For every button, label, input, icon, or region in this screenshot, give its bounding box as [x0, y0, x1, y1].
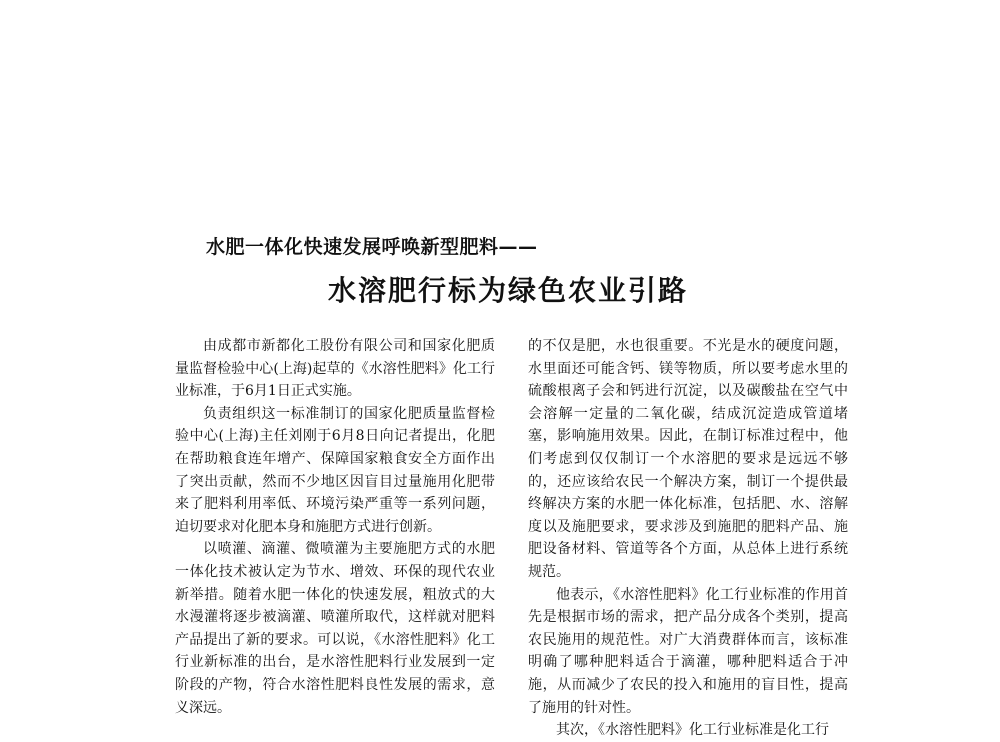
- paragraph: 以喷灌、滴灌、微喷灌为主要施肥方式的水肥一体化技术被认定为节水、增效、环保的现代农业新举措。随着水肥一体化的快速发展，粗放式的大水漫灌将逐步被滴灌、喷灌所取代，这样就对肥料产品提出了新的要求。可以说，《水溶性肥料》化工行业新标准的出台，是水溶性肥料行业发展到一定阶段的产物，符合水溶性肥料良性发展的需求，意义深远。: [175, 541, 495, 716]
- paragraph: 他表示，《水溶性肥料》化工行业标准的作用首先是根据市场的需求，把产品分成各个类别，提高农民施用的规范性。对广大消费群体而言，该标准明确了哪种肥料适合于滴灌，哪种肥料适合于冲施，从而减少了农民的投入和施用的盲目性，提高了施用的针对性。: [528, 586, 848, 716]
- paragraph: 其次，《水溶性肥料》化工行业标准是化工行: [556, 722, 829, 739]
- paragraph: 负责组织这一标准制订的国家化肥质量监督检验中心(上海)主任刘刚于6月8日向记者提出，化肥在帮助粮食连年增产、保障国家粮食安全方面作出了突出贡献，然而不少地区因盲目过量施用化肥带来了肥料利用率低、环境污染严重等一系列问题，迫切要求对化肥本身和施肥方式进行创新。: [175, 405, 495, 535]
- article-title: 水溶肥行标为绿色农业引路: [328, 274, 689, 307]
- paragraph: 由成都市新都化工股份有限公司和国家化肥质量监督检验中心(上海)起草的《水溶性肥料》化工行业标准，于6月1日正式实施。: [175, 338, 495, 400]
- right-column: [528, 335, 848, 742]
- left-column: [175, 335, 495, 719]
- paragraph-continued: 的不仅是肥，水也很重要。不光是水的硬度问题，水里面还可能含钙、镁等物质，所以要考虑水里的硫酸根离子会和钙进行沉淀，以及碳酸盐在空气中会溶解一定量的二氧化碳，结成沉淀造成管道堵塞，影响施用效果。因此，在制订标准过程中，他们考虑到仅仅制订一个水溶肥的要求是远远不够的，还应该给农民一个解决方案，制订一个提供最终解决方案的水肥一体化标准，包括肥、水、溶解度以及施肥要求，要求涉及到施肥的肥料产品、施肥设备材料、管道等各个方面，从总体上进行系统规范。: [528, 338, 848, 580]
- article-subtitle: 水肥一体化快速发展呼唤新型肥料——: [206, 236, 538, 258]
